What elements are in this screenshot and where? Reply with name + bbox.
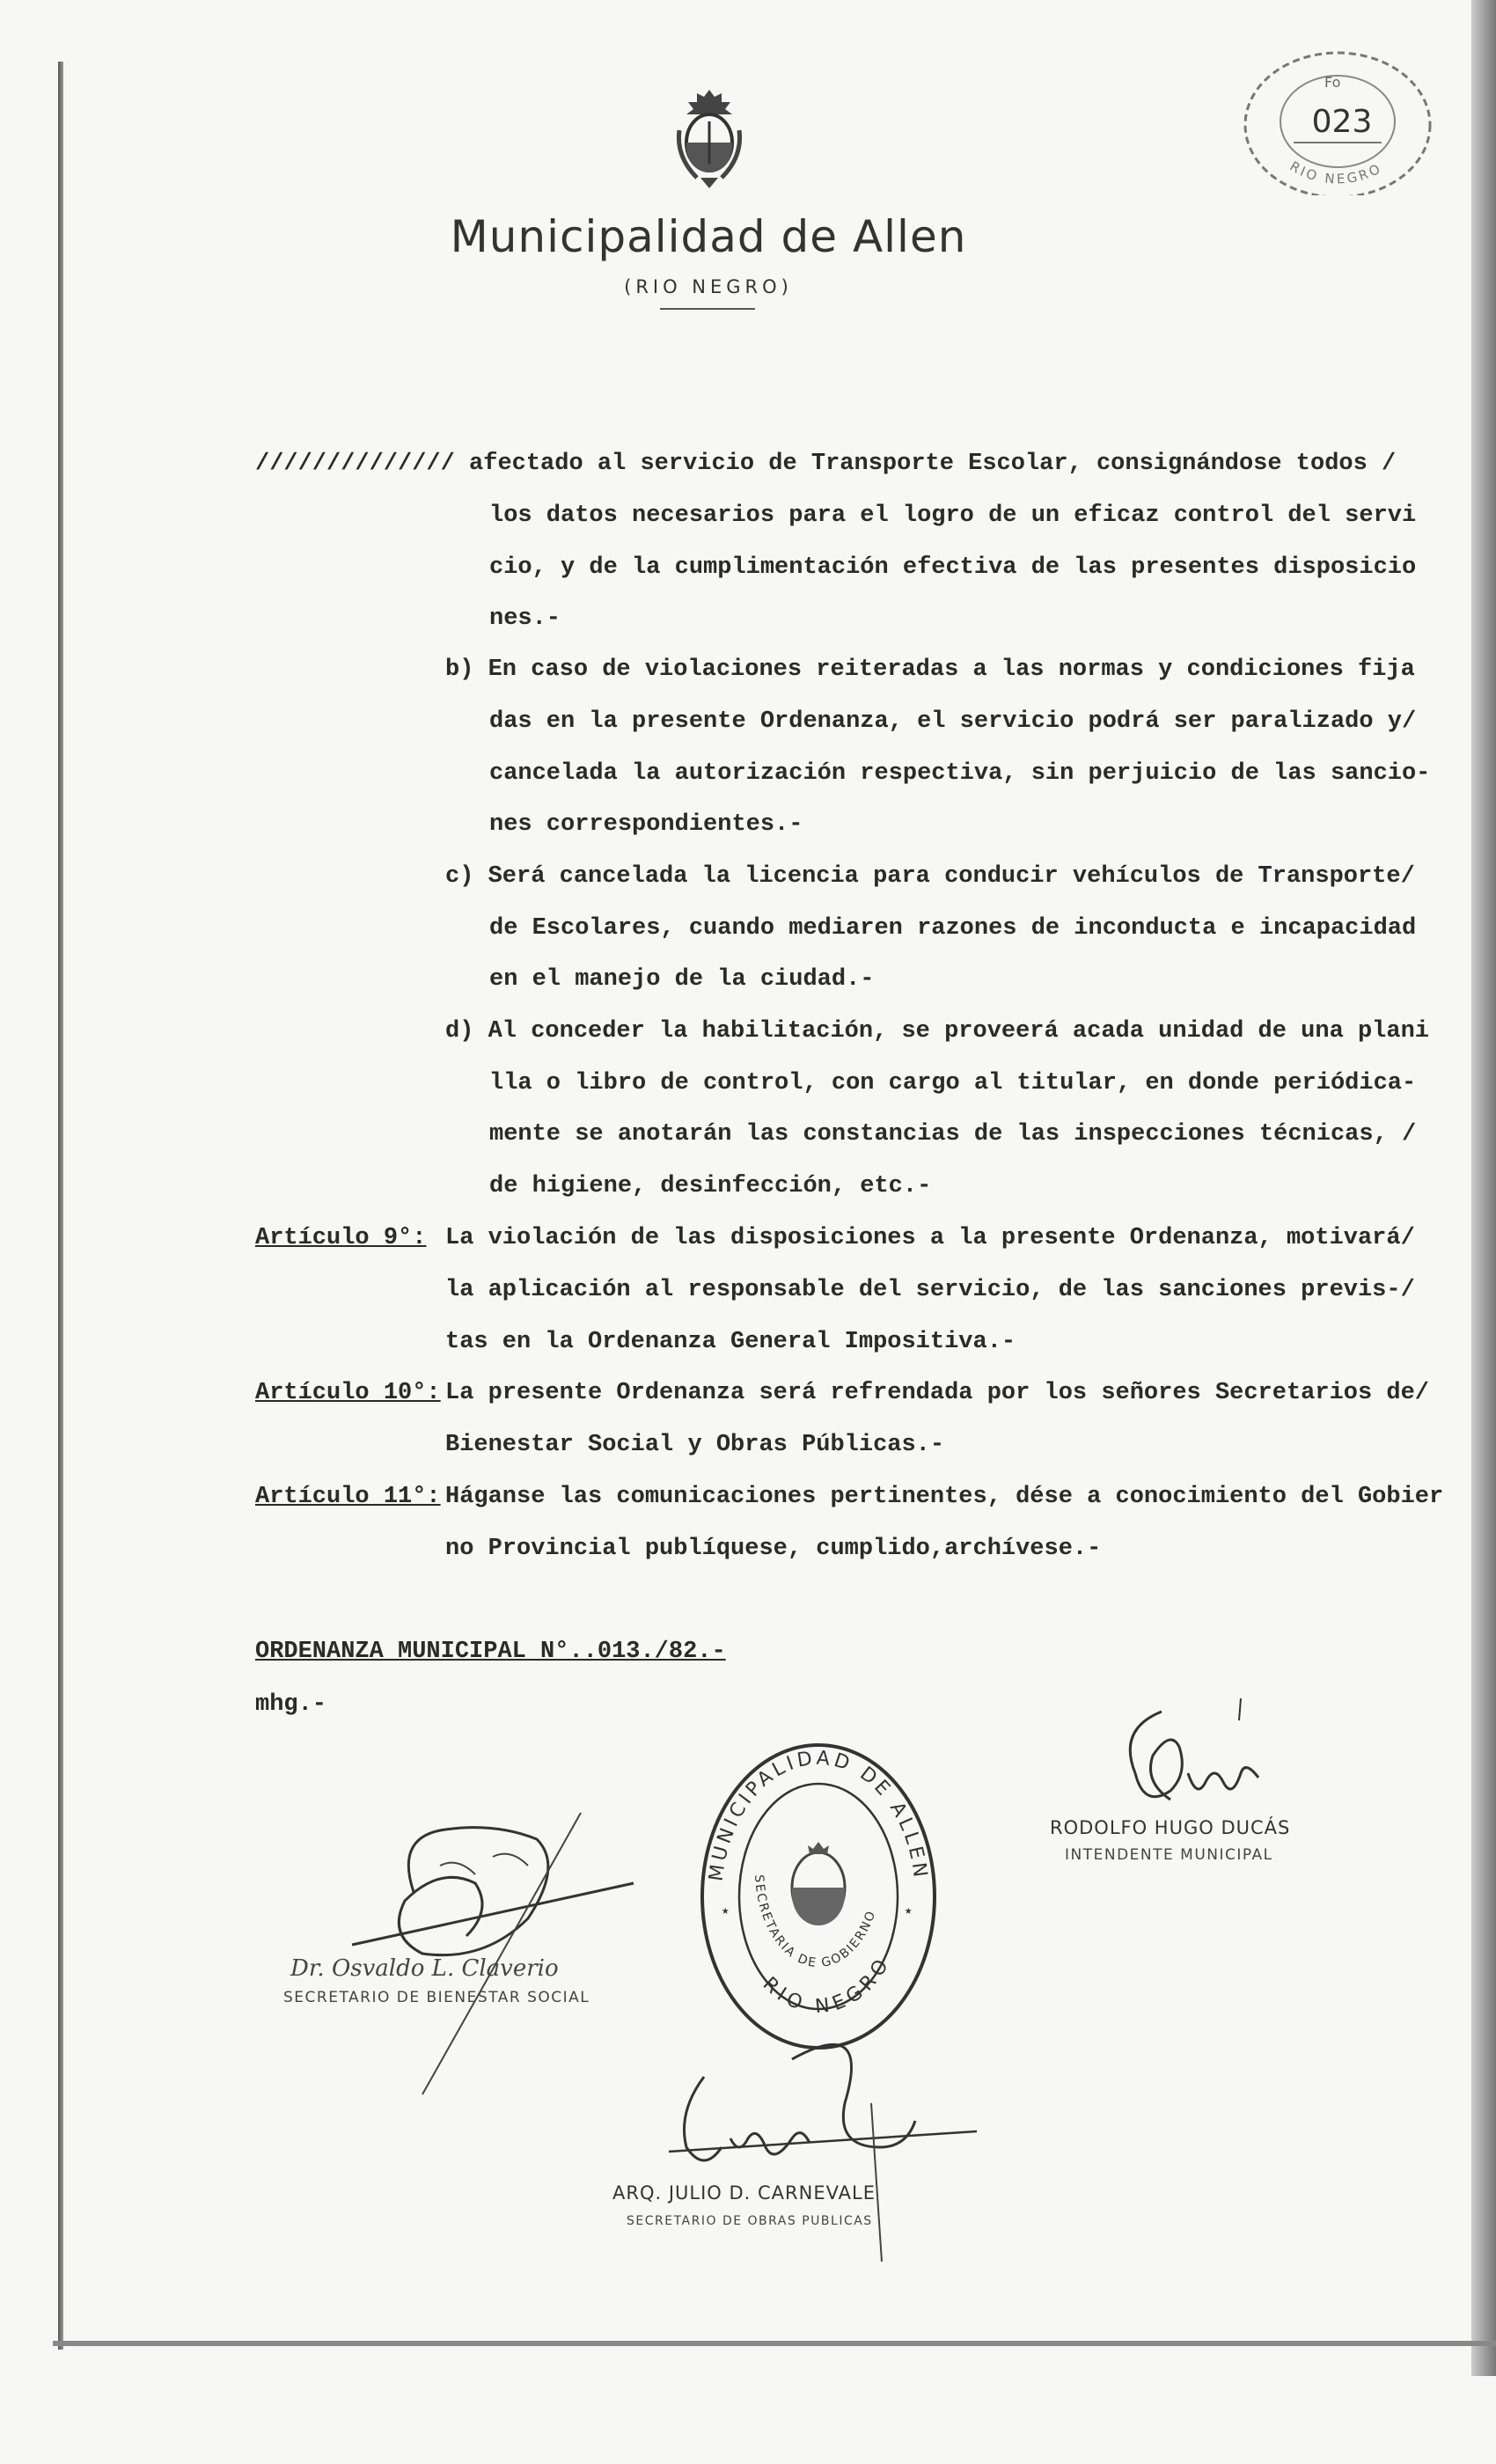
letterhead-subtitle: (RIO NEGRO) bbox=[624, 276, 793, 297]
intendente-signature bbox=[1109, 1694, 1285, 1826]
obras-signature bbox=[651, 2024, 986, 2270]
svg-text:★: ★ bbox=[905, 1904, 913, 1918]
body-line: ////////////// afectado al servicio de Transporte Escolar, consignándose todos / bbox=[255, 451, 1397, 477]
article-line: no Provincial publíquese, cumplido,archívese.- bbox=[445, 1536, 1102, 1562]
article-label: Artículo 11°: bbox=[255, 1484, 441, 1510]
article-line: la aplicación al responsable del servicio, de las sanciones previs-/ bbox=[445, 1277, 1415, 1303]
body-line: nes correspondientes.- bbox=[489, 811, 803, 838]
typist-initials: mhg.- bbox=[255, 1691, 327, 1718]
body-line: lla o libro de control, con cargo al titular, en donde periódica- bbox=[489, 1070, 1417, 1096]
svg-text:★: ★ bbox=[722, 1904, 730, 1918]
article-line: La presente Ordenanza será refrendada por los señores Secretarios de/ bbox=[445, 1380, 1429, 1406]
folio-number: 023 bbox=[1311, 104, 1373, 140]
body-line: los datos necesarios para el logro de un eficaz control del servi bbox=[489, 502, 1417, 529]
article-line: La violación de las disposiciones a la presente Ordenanza, motivará/ bbox=[445, 1225, 1415, 1251]
page-edge-bottom bbox=[53, 2341, 1496, 2346]
body-line: cio, y de la cumplimentación efectiva de las presentes disposicio bbox=[489, 554, 1417, 581]
svg-text:RIO NEGRO: RIO NEGRO bbox=[1287, 158, 1385, 187]
article-line: Bienestar Social y Obras Públicas.- bbox=[445, 1432, 945, 1458]
bienestar-role: SECRETARIO DE BIENESTAR SOCIAL bbox=[283, 1989, 590, 2006]
body-line: de higiene, desinfección, etc.- bbox=[489, 1173, 932, 1199]
ordinance-number: ORDENANZA MUNICIPAL N°..013./82.- bbox=[255, 1639, 726, 1665]
article-line: tas en la Ordenanza General Impositiva.- bbox=[445, 1329, 1016, 1355]
intendente-name: RODOLFO HUGO DUCÁS bbox=[1050, 1817, 1291, 1838]
body-line: das en la presente Ordenanza, el servicio podrá ser paralizado y/ bbox=[489, 708, 1417, 735]
body-line: en el manejo de la ciudad.- bbox=[489, 966, 875, 993]
body-line: b) En caso de violaciones reiteradas a las normas y condiciones fija bbox=[445, 656, 1415, 683]
article-label: Artículo 10°: bbox=[255, 1380, 441, 1406]
bienestar-signature-text: Dr. Osvaldo L. Claverio bbox=[290, 1955, 559, 1982]
svg-text:MUNICIPALIDAD DE ALLEN: MUNICIPALIDAD DE ALLEN bbox=[705, 1747, 932, 1883]
article-label: Artículo 9°: bbox=[255, 1225, 427, 1251]
article-line: Háganse las comunicaciones pertinentes, dése a conocimiento del Gobier bbox=[445, 1484, 1444, 1510]
folio-label: Fo bbox=[1324, 74, 1341, 91]
body-line: cancelada la autorización respectiva, sin perjuicio de las sancio- bbox=[489, 760, 1431, 787]
body-line: c) Será cancelada la licencia para conducir vehículos de Transporte/ bbox=[445, 863, 1415, 890]
body-line: d) Al conceder la habilitación, se proveerá acada unidad de una plani bbox=[445, 1018, 1429, 1045]
municipal-seal bbox=[695, 1738, 942, 2055]
obras-name: ARQ. JULIO D. CARNEVALE bbox=[612, 2182, 876, 2204]
body-line: mente se anotarán las constancias de las inspecciones técnicas, / bbox=[489, 1121, 1417, 1148]
intendente-role: INTENDENTE MUNICIPAL bbox=[1065, 1846, 1273, 1864]
letterhead-title: Municipalidad de Allen bbox=[450, 211, 967, 262]
body-line: de Escolares, cuando mediaren razones de inconducta e incapacidad bbox=[489, 915, 1417, 942]
obras-role: SECRETARIO DE OBRAS PUBLICAS bbox=[627, 2214, 873, 2228]
bienestar-signature bbox=[264, 1786, 642, 2103]
svg-text:RIO NEGRO: RIO NEGRO bbox=[758, 1951, 896, 2019]
body-line: nes.- bbox=[489, 605, 561, 632]
svg-text:SECRETARIA DE GOBIERNO: SECRETARIA DE GOBIERNO bbox=[752, 1874, 879, 1971]
